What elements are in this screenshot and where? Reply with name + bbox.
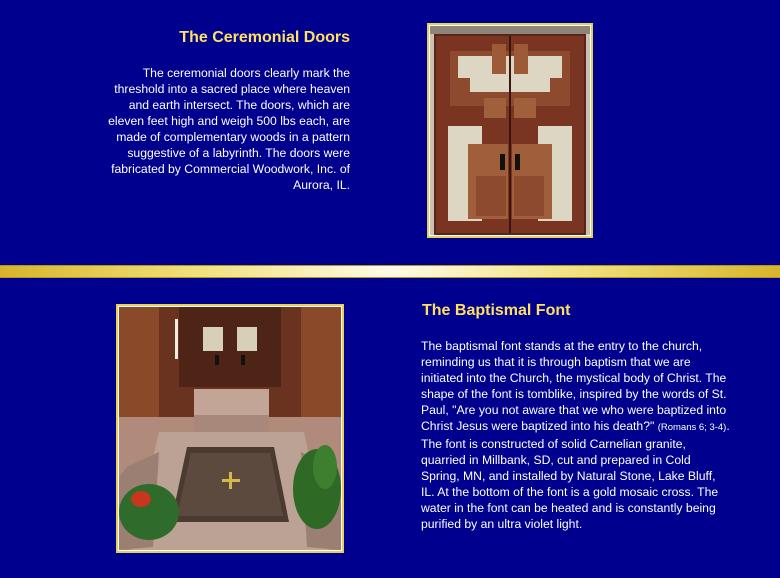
wooden-doors-icon <box>430 26 590 235</box>
baptismal-font-text-part1: The baptismal font stands at the entry to the church, reminding us that it is through baptism that we are initiated into the Church, the mystical body of Christ. The shape of the font is tomblike, inspired by the words of St. Paul, "Are you not aware that we who were baptized into Christ Jesus were baptized into his death?" <box>421 339 727 433</box>
baptismal-font-description <box>421 338 731 532</box>
baptismal-font-text-part2: . The font is constructed of solid Carnelian granite, quarried in Millbank, SD, cut and prepared in Cold Spring, MN, and installed by Natural Stone, Lake Bluff, IL. At the bottom of the font is a gold mosaic cross. The water in the font can be heated and is constantly being purified by an ultra violet light. <box>421 419 730 531</box>
ceremonial-doors-photo <box>427 23 593 238</box>
ceremonial-doors-title: The Ceremonial Doors <box>179 29 350 46</box>
baptismal-font-title: The Baptismal Font <box>422 302 571 319</box>
ceremonial-doors-section <box>0 0 780 265</box>
baptismal-font-section <box>0 276 780 578</box>
baptismal-font-photo <box>116 304 344 553</box>
ceremonial-doors-description: The ceremonial doors clearly mark the threshold into a sacred place where heaven and earth intersect. The doors, which are eleven feet high and weigh 500 lbs each, are made of complementary woods in a pattern suggestive of a labyrinth. The doors were fabricated by Commercial Woodwork, Inc. of Aurora, IL. <box>108 66 350 192</box>
scripture-citation: (Romans 6; 3-4) <box>657 422 727 433</box>
baptismal-font-icon <box>119 307 341 550</box>
